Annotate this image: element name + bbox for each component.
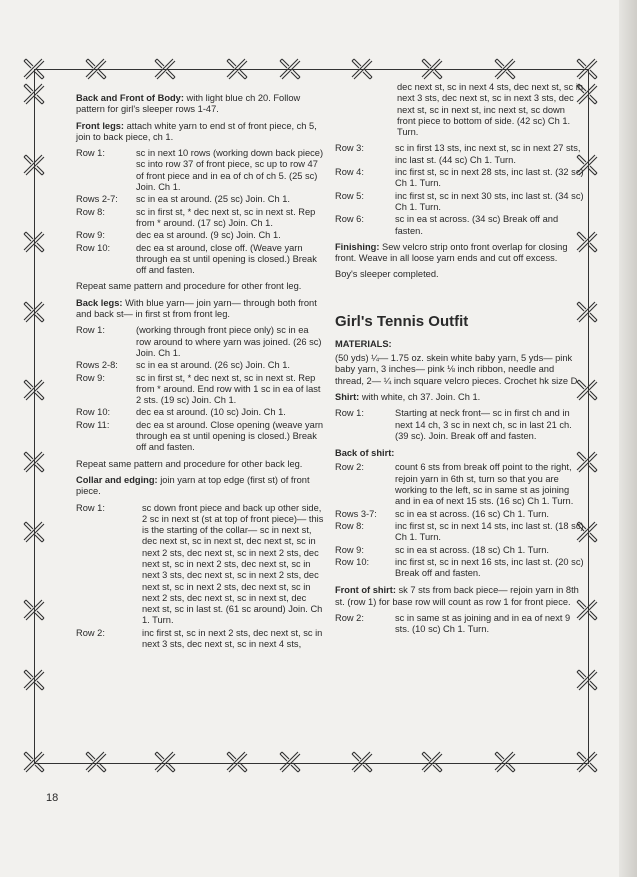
- row-text: dec ea st around. Close opening (weave yarn through ea st until opening is closed.) Break off and fasten.: [136, 419, 324, 453]
- instruction-row: [76, 360, 325, 371]
- section-label: Front of shirt:: [335, 585, 396, 596]
- row-label: Row 2:: [335, 462, 364, 473]
- row-text: inc first st, sc in next 14 sts, inc last st. (18 sc) Ch 1. Turn.: [395, 520, 584, 543]
- instruction-row: [335, 143, 585, 166]
- paragraph-text: sk 7 sts from back piece— rejoin yarn in 8th st. (row 1) for base row will count as row 1 for front piece.: [335, 585, 579, 607]
- knot-ornament-icon: [21, 56, 47, 82]
- instruction-row: [76, 407, 325, 418]
- row-label: Row 11:: [76, 419, 110, 430]
- knot-ornament-icon: [21, 519, 47, 545]
- front-legs-paragraph: [76, 121, 325, 144]
- row-text: sc in first st, * dec next st, sc in next st. Rep from * around. (17 sc) Join. Ch 1.: [136, 206, 316, 228]
- knot-ornament-icon: [224, 56, 250, 82]
- paragraph-text: Sew velcro strip onto front overlap for closing front. Weave in all loose yarn ends and cut off excess.: [335, 241, 568, 264]
- paragraph-text: join yarn at top edge (first st) of front piece.: [76, 474, 310, 497]
- knot-ornament-icon: [152, 56, 178, 82]
- knot-ornament-icon: [21, 597, 47, 623]
- instruction-row: [335, 557, 585, 580]
- instruction-row: [335, 462, 585, 507]
- knot-ornament-icon: [349, 749, 375, 775]
- instruction-row: [76, 325, 325, 359]
- row-label: Row 1:: [76, 502, 105, 513]
- row-text: inc first st, sc in next 16 sts, inc last st. (20 sc) Break off and fasten.: [395, 556, 584, 579]
- shirt-paragraph: [335, 392, 585, 403]
- instruction-row: [76, 373, 325, 407]
- instruction-row: [335, 408, 585, 442]
- repeat-paragraph-2: Repeat same pattern and procedure for other back leg.: [76, 458, 303, 469]
- instruction-row: [76, 230, 325, 241]
- row-label: Rows 2-7:: [76, 194, 118, 205]
- row-text: (working through front piece only) sc in ea row around to where yarn was joined. (26 sc) Join. Ch 1.: [136, 325, 322, 358]
- knot-ornament-icon: [21, 449, 47, 475]
- knot-ornament-icon: [21, 377, 47, 403]
- row-text: dec ea st around, close off. (Weave yarn through ea st until opening is closed.) Break off and fasten.: [136, 242, 317, 276]
- row-text: sc in same st as joining and in ea of next 9 sts. (10 sc) Ch 1. Turn.: [395, 612, 571, 635]
- knot-ornament-icon: [574, 749, 600, 775]
- row-label: Row 8:: [335, 520, 364, 531]
- back-front-paragraph: [76, 93, 325, 116]
- knot-ornament-icon: [21, 81, 47, 107]
- instruction-row: [76, 420, 325, 454]
- row-label: Row 9:: [335, 544, 364, 555]
- materials-heading: MATERIALS:: [335, 338, 392, 349]
- knot-ornament-icon: [349, 56, 375, 82]
- row-label: Row 1:: [76, 325, 105, 336]
- section-label: Shirt:: [335, 391, 360, 402]
- instruction-row: [335, 214, 585, 237]
- instruction-row: [335, 613, 585, 636]
- row-text: inc first st, sc in next 28 sts, inc last st. (32 sc) Ch 1. Turn.: [395, 167, 584, 189]
- front-shirt-rows: [335, 613, 585, 636]
- row-label: Row 5:: [335, 190, 364, 201]
- section-label: Back and Front of Body:: [76, 93, 184, 103]
- row-label: Rows 3-7:: [335, 508, 377, 519]
- row-text: dec ea st around. (9 sc) Join. Ch 1.: [136, 230, 281, 241]
- front-legs-rows: [76, 148, 325, 276]
- instruction-row: [335, 509, 585, 520]
- knot-ornament-icon: [21, 229, 47, 255]
- instruction-row: [76, 628, 325, 651]
- knot-ornament-icon: [277, 56, 303, 82]
- instruction-row: [76, 207, 325, 230]
- row-text: inc first st, sc in next 2 sts, dec next st, sc in next 3 sts, dec next st, sc in next 4 sts,: [142, 627, 323, 650]
- row-label: Row 10:: [76, 407, 111, 418]
- knot-ornament-icon: [152, 749, 178, 775]
- collar-paragraph: [76, 475, 325, 498]
- paragraph-text: attach white yarn to end st of front piece, ch 5, join to back piece, ch 1.: [76, 120, 317, 142]
- knot-ornament-icon: [419, 56, 445, 82]
- knot-ornament-icon: [83, 749, 109, 775]
- paragraph-text: With blue yarn— join yarn— through both front and back st— in first st from front leg.: [76, 297, 317, 320]
- row-label: Row 2:: [76, 627, 105, 638]
- back-legs-paragraph: [76, 298, 325, 321]
- row-label: Row 3:: [335, 143, 364, 154]
- collar-rows: [76, 503, 325, 651]
- row-label: Row 8:: [76, 206, 105, 217]
- left-column: [76, 93, 325, 651]
- instruction-row: [76, 194, 325, 205]
- instruction-row: [76, 148, 325, 193]
- knot-ornament-icon: [277, 749, 303, 775]
- knot-ornament-icon: [492, 56, 518, 82]
- right-column: [335, 82, 585, 637]
- back-legs-rows: [76, 325, 325, 453]
- knot-ornament-icon: [574, 56, 600, 82]
- repeat-paragraph: Repeat same pattern and procedure for other front leg.: [76, 281, 302, 292]
- row-text: sc in first 13 sts, inc next st, sc in next 27 sts, inc last st. (44 sc) Ch 1. Turn.: [395, 143, 581, 165]
- section-label: Front legs:: [76, 120, 125, 131]
- knot-ornament-icon: [224, 749, 250, 775]
- row-label: Row 6:: [335, 214, 364, 225]
- row-label: Row 9:: [76, 230, 105, 241]
- paragraph-text: with white, ch 37. Join. Ch 1.: [359, 391, 481, 402]
- section-label: Finishing:: [335, 241, 380, 252]
- instruction-row: [335, 167, 585, 190]
- knot-ornament-icon: [492, 749, 518, 775]
- row-text: sc down front piece and back up other side, 2 sc in next st (st at top of front piece)— this is the starting of the collar— sc in next st, dec next st, sc in next st, dec next st, sc in next 2 sts, dec next st, sc in next 2 sts, dec next st, sc in next 2 sts, dec next st, sc in next 3 sts, dec next st, sc in next 2 sts, dec next st, sc in next 2 sts, dec next st, sc in next 2 sts, dec next st, sc in next st, dec next st, sc in last st. (61 sc around) Join. Ch 1. Turn.: [142, 502, 324, 626]
- row-text: sc in ea st across. (18 sc) Ch 1. Turn.: [395, 544, 549, 555]
- row-text: sc in ea st around. (25 sc) Join. Ch 1.: [136, 194, 290, 205]
- row-label: Row 4:: [335, 167, 364, 178]
- page-edge: [619, 0, 637, 877]
- row-label: Row 10:: [335, 556, 370, 567]
- knot-ornament-icon: [83, 56, 109, 82]
- instruction-row: [76, 243, 325, 277]
- back-shirt-heading: Back of shirt:: [335, 448, 395, 459]
- knot-ornament-icon: [21, 749, 47, 775]
- knot-ornament-icon: [21, 667, 47, 693]
- row-label: Row 9:: [76, 372, 105, 383]
- collar-rows-continued: [335, 143, 585, 236]
- instruction-row: [335, 191, 585, 214]
- section-title: Girl's Tennis Outfit: [335, 312, 469, 330]
- section-label: Collar and edging:: [76, 474, 158, 485]
- row-label: Row 1:: [76, 148, 105, 159]
- instruction-row: [76, 503, 325, 627]
- paragraph-text: with light blue ch 20. Follow pattern for girl's sleeper rows 1-47.: [76, 93, 301, 115]
- row-text: sc in ea st across. (34 sc) Break off and fasten.: [395, 214, 559, 236]
- row-text: Starting at neck front— sc in first ch and in next 14 ch, 3 sc in next ch, sc in last 21 ch. (39 sc). Join. Break off and fasten.: [395, 408, 572, 441]
- knot-ornament-icon: [21, 299, 47, 325]
- row-text: sc in ea st around. (26 sc) Join. Ch 1.: [136, 360, 290, 371]
- instruction-row: [335, 521, 585, 544]
- section-label: Back legs:: [76, 297, 123, 308]
- row-label: Row 1:: [335, 408, 364, 419]
- row-text: sc in next 10 rows (working down back piece) sc into row 37 of front piece, sc up to row 47 of front piece and in ea of ch of ch 5. (25 sc) Join. Ch 1.: [136, 148, 324, 193]
- row-text: inc first st, sc in next 30 sts, inc last st. (34 sc) Ch 1. Turn.: [395, 190, 584, 212]
- row-label: Row 10:: [76, 242, 111, 253]
- completed-text: Boy's sleeper completed.: [335, 269, 439, 280]
- page-number: 18: [46, 792, 59, 804]
- row-text: count 6 sts from break off point to the right, rejoin yarn in 6th st, turn so that you are working to the left, sc in same st as joining and in ea of next 15 sts. (16 sc) Ch 1. Turn.: [395, 462, 574, 507]
- shirt-rows: [335, 408, 585, 442]
- row-label: Row 2:: [335, 612, 364, 623]
- continuation-text: dec next st, sc in next 4 sts, dec next st, sc in next 3 sts, dec next st, sc in next 3 sts, dec next st, sc in next st, inc next st, sc down front piece to bottom of side. (42 sc) Ch 1. Turn.: [397, 82, 584, 138]
- instruction-row: [335, 545, 585, 556]
- materials-text: (50 yds) ¼— 1.75 oz. skein white baby yarn, 5 yds— pink baby yarn, 3 inches— pink ⅛ inch ribbon, needle and thread, 2— ¼ inch square velcro pieces. Crochet hk size D.: [335, 353, 580, 386]
- knot-ornament-icon: [574, 667, 600, 693]
- knot-ornament-icon: [419, 749, 445, 775]
- row-label: Rows 2-8:: [76, 360, 118, 371]
- back-shirt-rows: [335, 462, 585, 579]
- row-text: sc in first st, * dec next st, sc in next st. Rep from * around. End row with 1 sc in ea of last 2 sts. (19 sc) Join. Ch 1.: [136, 372, 321, 406]
- row-text: sc in ea st across. (16 sc) Ch 1. Turn.: [395, 508, 549, 519]
- finishing-paragraph: [335, 242, 585, 265]
- knot-ornament-icon: [21, 152, 47, 178]
- front-shirt-paragraph: [335, 585, 585, 608]
- row-text: dec ea st around. (10 sc) Join. Ch 1.: [136, 407, 286, 418]
